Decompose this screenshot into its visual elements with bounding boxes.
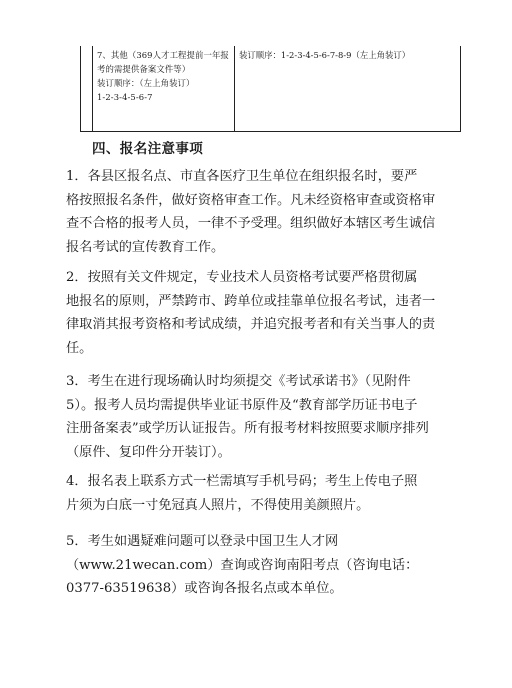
table-left-line: 装订顺序：（左上角装订）	[97, 78, 195, 88]
paragraph-line: 3．考生在进行现场确认时均须提交《考试承诺书》（见附件	[66, 374, 411, 389]
paragraph-line: 格按照报名条件，做好资格审查工作。凡未经资格审查或资格审	[66, 192, 436, 208]
paragraph-line: 报名考试的宣传教育工作。	[66, 239, 225, 255]
paragraph-line: 5．考生如遇疑难问题可以登录中国卫生人才网	[66, 534, 339, 549]
table-left-cell	[93, 46, 235, 131]
paragraph-line: （www.21wecan.com）查询或咨询南阳考点（咨询电话：	[66, 557, 419, 573]
materials-table	[80, 46, 461, 132]
table-right-cell	[235, 46, 460, 131]
paragraph-line: 片须为白底一寸免冠真人照片，不得使用美颜照片。	[66, 497, 370, 513]
table-index-cell	[81, 46, 93, 131]
notice-paragraph-3	[66, 370, 452, 464]
table-right-line: 装订顺序：1-2-3-4-5-6-7-8-9（左上角装订）	[239, 50, 411, 60]
paragraph-line: 0377-63519638）或咨询各报名点或本单位。	[66, 581, 343, 596]
notice-paragraph-2	[66, 266, 452, 360]
paragraph-line: 5）。报考人员均需提供毕业证书原件及“教育部学历证书电子	[66, 397, 418, 413]
notice-paragraph-4	[66, 470, 452, 517]
notice-paragraph-5	[66, 530, 452, 601]
table-left-line: 7、其他（369人才工程提前一年报	[97, 50, 229, 60]
paragraph-line: 4．报名表上联系方式一栏需填写手机号码；考生上传电子照	[66, 474, 418, 489]
paragraph-line: 任。	[66, 340, 93, 356]
paragraph-line: 查不合格的报考人员，一律不予受理。组织做好本辖区考生诚信	[66, 216, 436, 231]
paragraph-line: 1．各县区报名点、市直各医疗卫生单位在组织报名时，要严	[66, 169, 418, 184]
notice-paragraph-1	[66, 165, 452, 259]
section-title: 四、报名注意事项	[92, 141, 204, 157]
table-left-line: 考的需提供备案文件等）	[97, 64, 191, 74]
paragraph-line: 地报名的原则，严禁跨市、跨单位或挂靠单位报名考试，违者一	[66, 293, 436, 309]
paragraph-line: （原件、复印件分开装订）。	[66, 444, 231, 460]
table-left-line: 1-2-3-4-5-6-7	[97, 92, 153, 102]
paragraph-line: 2．按照有关文件规定，专业技术人员资格考试要严格贯彻属	[66, 270, 418, 285]
paragraph-line: 律取消其报考资格和考试成绩，并追究报考者和有关当事人的责	[66, 317, 436, 332]
paragraph-line: 注册备案表”或学历认证报告。所有报考材料按照要求顺序排列	[66, 421, 429, 436]
